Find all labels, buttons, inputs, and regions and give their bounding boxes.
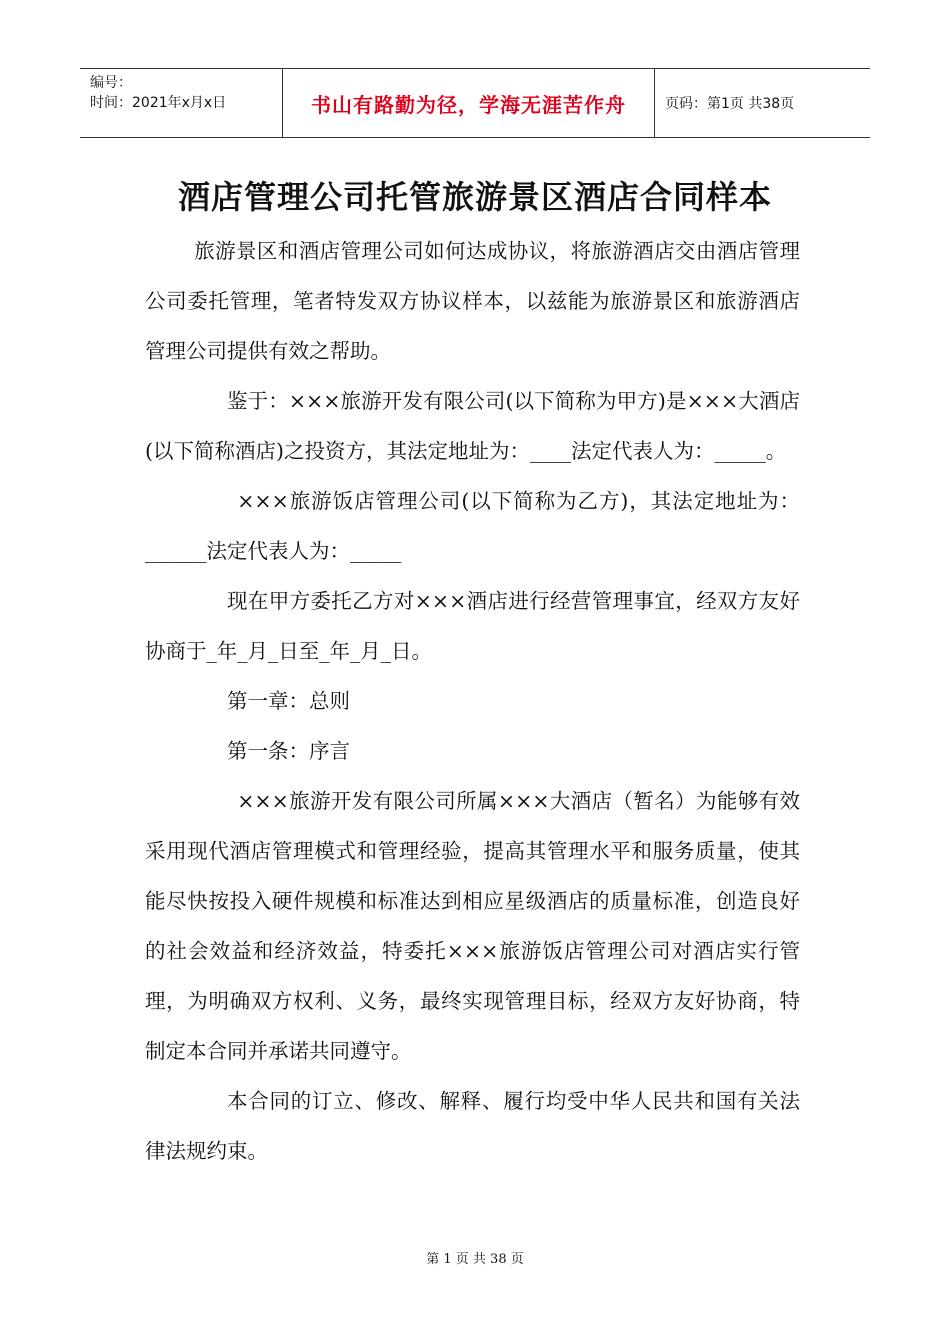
paragraph: 旅游景区和酒店管理公司如何达成协议，将旅游酒店交由酒店管理公司委托管理，笔者特发双方协议样本，以兹能为旅游景区和旅游酒店管理公司提供有效之帮助。 (145, 239, 800, 363)
paragraph: 现在甲方委托乙方对×××酒店进行经营管理事宜，经双方友好协商于_年_月_日至_年_月_日。 (145, 589, 800, 663)
chapter-heading: 第一章：总则 (227, 689, 350, 713)
document-title: 酒店管理公司托管旅游景区酒店合同样本 (177, 178, 772, 216)
paragraph: ×××旅游开发有限公司所属×××大酒店（暂名）为能够有效采用现代酒店管理模式和管理经验，提高其管理水平和服务质量，使其能尽快按投入硬件规模和标准达到相应星级酒店的质量标准，创造良好的社会效益和经济效益，特委托×××旅游饭店管理公司对酒店实行管理，为明确双方权利、义务，最终实现管理目标，经双方友好协商，特制定本合同并承诺共同遵守。 (145, 789, 800, 1063)
article-heading: 第一条：序言 (227, 739, 350, 763)
page-header (80, 68, 870, 138)
number-label: 编号： (90, 75, 132, 91)
document-body (145, 226, 800, 1176)
page-footer: 第 1 页 共 38 页 (426, 1252, 524, 1267)
header-motto: 书山有路勤为径，学海无涯苦作舟 (311, 92, 626, 117)
header-page-info: 页码：第1页 共38页 (665, 96, 795, 112)
time-label: 时间：2021年x月x日 (90, 95, 227, 111)
header-motto-cell (282, 69, 655, 137)
paragraph: 本合同的订立、修改、解释、履行均受中华人民共和国有关法律法规约束。 (145, 1089, 800, 1163)
paragraph: 鉴于：×××旅游开发有限公司(以下简称为甲方)是×××大酒店(以下简称酒店)之投资方，其法定地址为：____法定代表人为：_____。 (145, 389, 800, 463)
paragraph: ×××旅游饭店管理公司(以下简称为乙方)，其法定地址为：______法定代表人为：_____ (145, 489, 800, 563)
header-meta (80, 69, 282, 137)
